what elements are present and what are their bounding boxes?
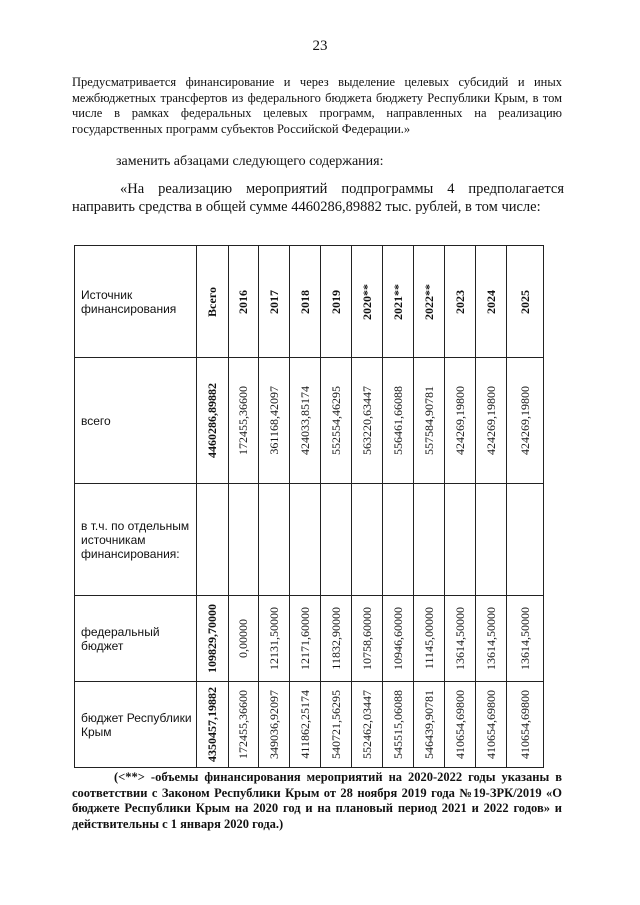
cell-value: 172455,36600	[236, 690, 250, 759]
cell-value: 13614,50000	[483, 607, 498, 670]
table-cell	[507, 682, 544, 768]
funding-paragraph: «На реализацию мероприятий подпрограммы 4 предполагается направить средства в общей сумме 4460286,89882 тыс. рублей, в том числе:	[72, 181, 564, 215]
cell-value: 4350457,19882	[205, 687, 219, 762]
cell-value: 11832,90000	[328, 607, 343, 670]
table-cell	[383, 484, 414, 596]
table-cell	[321, 484, 352, 596]
col-header	[229, 246, 259, 358]
cell-value: 411862,25174	[297, 690, 312, 759]
cell-value: 545515,06088	[390, 690, 405, 759]
table-cell	[476, 682, 507, 768]
col-header	[476, 246, 507, 358]
col-header	[352, 246, 383, 358]
cell-value: 11145,00000	[421, 607, 436, 670]
col-header-text: 2019	[328, 289, 343, 314]
table-cell	[383, 358, 414, 484]
table-cell	[445, 682, 476, 768]
page-number: 23	[312, 38, 328, 54]
cell-value: 10758,60000	[359, 607, 374, 670]
table-cell	[197, 358, 229, 484]
table-cell	[383, 596, 414, 682]
table-cell	[383, 682, 414, 768]
table-cell	[352, 484, 383, 596]
row-label: федеральный бюджет	[75, 596, 197, 682]
table-cell	[290, 484, 321, 596]
cell-value: 172455,36600	[236, 386, 250, 455]
table-cell	[445, 358, 476, 484]
table-row-crimea	[75, 682, 544, 768]
col-header-text: 2016	[236, 289, 250, 314]
table-header-row	[75, 246, 544, 358]
cell-value: 349036,92097	[266, 690, 281, 759]
col-header-text: 2022**	[421, 283, 436, 320]
table-cell	[229, 596, 259, 682]
cell-value: 12171,60000	[297, 607, 312, 670]
table-cell	[507, 484, 544, 596]
cell-value: 10946,60000	[390, 607, 405, 670]
table-cell	[445, 596, 476, 682]
table-cell	[321, 358, 352, 484]
table-cell	[414, 358, 445, 484]
row-label: бюджет Республики Крым	[75, 682, 197, 768]
table-cell	[352, 358, 383, 484]
cell-value: 552462,03447	[359, 690, 374, 759]
table-cell	[476, 358, 507, 484]
col-header-text: 2024	[483, 289, 498, 314]
footnote: (<**> -объемы финансирования мероприятий на 2020-2022 годы указаны в соответствии с Законом Республики Крым от 28 ноября 2019 года №19-ЗРК/2019 «О бюджете Республики Крым на 2020 год и на плановый период 2021 и 2022 годов» и действительны с 1 января 2020 года.)	[72, 770, 562, 831]
cell-value: 361168,42097	[266, 386, 281, 455]
cell-value: 563220,63447	[359, 386, 374, 455]
cell-value: 410654,69800	[517, 690, 532, 759]
table-cell	[445, 484, 476, 596]
intro-paragraph: Предусматривается финансирование и через выделение целевых субсидий и иных межбюджетных трансфертов из федерального бюджета бюджету Республики Крым, в том числе в рамках федеральных целевых программ, направленных на реализацию государственных программ субъектов Российской Федерации.»	[72, 75, 562, 136]
table-cell	[197, 682, 229, 768]
table-cell	[229, 682, 259, 768]
cell-value: 13614,50000	[517, 607, 532, 670]
table-row-subheading	[75, 484, 544, 596]
table-cell	[476, 596, 507, 682]
header-source-label: Источник финансирования	[75, 246, 197, 358]
funding-table	[74, 245, 544, 768]
table-cell	[197, 596, 229, 682]
col-header-text: 2017	[266, 289, 281, 314]
replace-instruction: заменить абзацами следующего содержания:	[116, 154, 384, 169]
col-header	[290, 246, 321, 358]
cell-value: 109829,70000	[205, 604, 219, 673]
col-header	[321, 246, 352, 358]
col-header-text: 2021**	[390, 283, 405, 320]
col-header	[414, 246, 445, 358]
cell-value: 13614,50000	[452, 607, 467, 670]
cell-value: 0,00000	[236, 619, 250, 658]
table-row-federal	[75, 596, 544, 682]
table-cell	[259, 596, 290, 682]
col-header-text: 2018	[297, 289, 312, 314]
table-cell	[414, 484, 445, 596]
table-cell	[290, 596, 321, 682]
table-cell	[259, 682, 290, 768]
cell-value: 4460286,89882	[205, 383, 219, 458]
cell-value: 410654,69800	[452, 690, 467, 759]
col-header	[259, 246, 290, 358]
cell-value: 557584,90781	[421, 386, 436, 455]
col-header-text: 2020**	[359, 283, 374, 320]
table-cell	[507, 358, 544, 484]
table-cell	[259, 358, 290, 484]
table-cell	[259, 484, 290, 596]
col-header-text: 2025	[517, 289, 532, 314]
table-cell	[352, 682, 383, 768]
cell-value: 410654,69800	[483, 690, 498, 759]
cell-value: 12131,50000	[266, 607, 281, 670]
col-header	[197, 246, 229, 358]
col-header-text: 2023	[452, 289, 467, 314]
table-cell	[290, 358, 321, 484]
table-cell	[321, 682, 352, 768]
table-cell	[290, 682, 321, 768]
row-label: всего	[75, 358, 197, 484]
table-cell	[229, 484, 259, 596]
row-label: в т.ч. по отдельным источникам финансирования:	[75, 484, 197, 596]
col-header	[445, 246, 476, 358]
col-header-text: Всего	[205, 286, 219, 317]
cell-value: 424269,19800	[452, 386, 467, 455]
cell-value: 424033,85174	[297, 386, 312, 455]
cell-value: 424269,19800	[517, 386, 532, 455]
cell-value: 556461,66088	[390, 386, 405, 455]
cell-value: 552554,46295	[328, 386, 343, 455]
table-cell	[352, 596, 383, 682]
table-cell	[414, 682, 445, 768]
table-cell	[321, 596, 352, 682]
table-cell	[507, 596, 544, 682]
table-cell	[476, 484, 507, 596]
table-cell	[414, 596, 445, 682]
col-header	[383, 246, 414, 358]
cell-value: 540721,56295	[328, 690, 343, 759]
cell-value: 546439,90781	[421, 690, 436, 759]
table-cell	[197, 484, 229, 596]
table-row-total	[75, 358, 544, 484]
table-cell	[229, 358, 259, 484]
col-header	[507, 246, 544, 358]
cell-value: 424269,19800	[483, 386, 498, 455]
